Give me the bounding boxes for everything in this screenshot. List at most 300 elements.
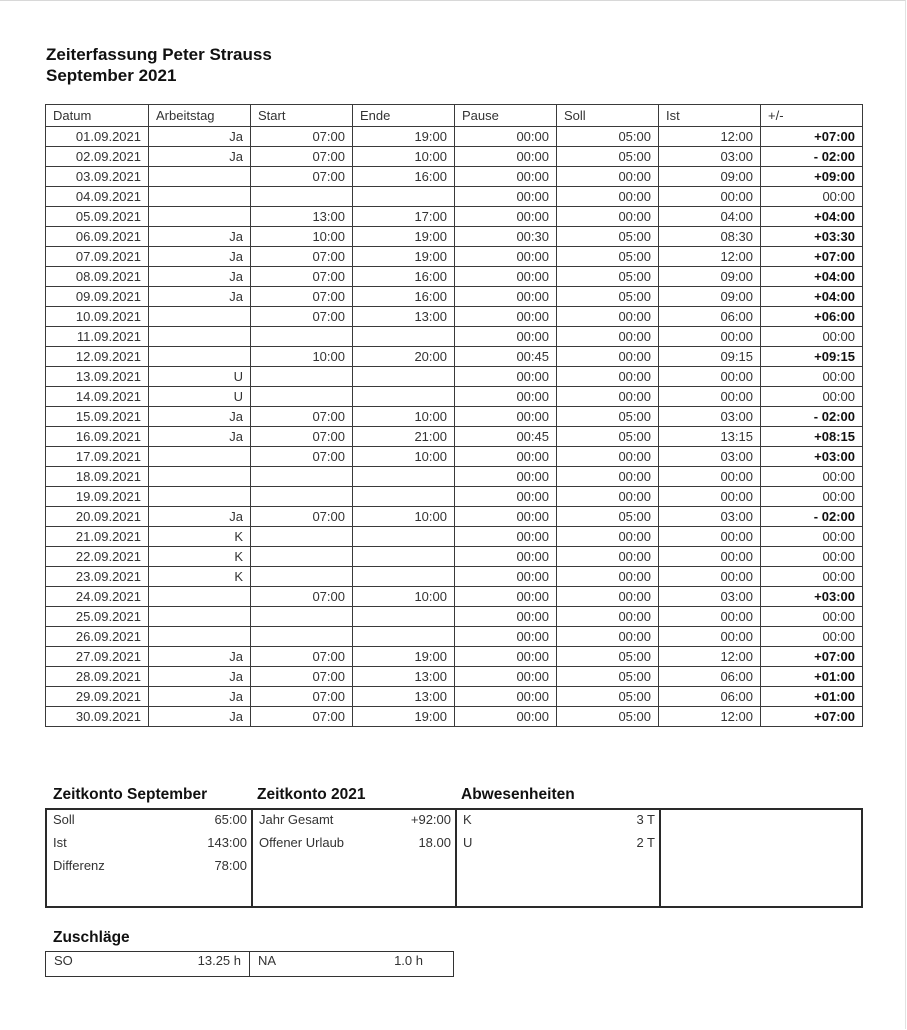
- cell-start: [251, 487, 353, 507]
- table-row: [46, 687, 863, 707]
- cell-diff: +07:00: [761, 647, 863, 667]
- cell-ist: 00:00: [659, 567, 761, 587]
- document-title: [46, 44, 272, 86]
- cell-datum: 02.09.2021: [46, 147, 149, 167]
- summary-label: K: [463, 812, 472, 827]
- cell-arbeitstag: [149, 307, 251, 327]
- cell-arbeitstag: K: [149, 567, 251, 587]
- table-row: [46, 327, 863, 347]
- cell-arbeitstag: Ja: [149, 247, 251, 267]
- cell-ist: 06:00: [659, 307, 761, 327]
- cell-soll: 05:00: [557, 407, 659, 427]
- cell-arbeitstag: Ja: [149, 267, 251, 287]
- cell-arbeitstag: Ja: [149, 667, 251, 687]
- cell-ende: 10:00: [353, 147, 455, 167]
- cell-ist: 09:00: [659, 167, 761, 187]
- cell-start: 07:00: [251, 647, 353, 667]
- cell-arbeitstag: Ja: [149, 707, 251, 727]
- title-period: September 2021: [46, 66, 177, 85]
- cell-ende: 16:00: [353, 267, 455, 287]
- cell-diff: +07:00: [761, 247, 863, 267]
- table-row: [46, 147, 863, 167]
- cell-ist: 12:00: [659, 707, 761, 727]
- zeitkonto-september-cell: [47, 810, 251, 906]
- cell-ist: 00:00: [659, 187, 761, 207]
- cell-datum: 28.09.2021: [46, 667, 149, 687]
- cell-ende: [353, 187, 455, 207]
- cell-diff: +03:00: [761, 587, 863, 607]
- cell-ist: 08:30: [659, 227, 761, 247]
- column-header-soll: Soll: [557, 105, 659, 127]
- cell-ende: [353, 327, 455, 347]
- cell-arbeitstag: U: [149, 387, 251, 407]
- cell-datum: 23.09.2021: [46, 567, 149, 587]
- cell-ist: 03:00: [659, 447, 761, 467]
- cell-pause: 00:45: [455, 347, 557, 367]
- cell-arbeitstag: [149, 327, 251, 347]
- cell-start: 10:00: [251, 227, 353, 247]
- abwesenheiten-heading: Abwesenheiten: [461, 786, 575, 803]
- column-header-start: Start: [251, 105, 353, 127]
- cell-ende: 16:00: [353, 167, 455, 187]
- cell-start: 07:00: [251, 127, 353, 147]
- cell-start: 07:00: [251, 687, 353, 707]
- cell-arbeitstag: [149, 487, 251, 507]
- cell-start: 07:00: [251, 667, 353, 687]
- cell-soll: 00:00: [557, 307, 659, 327]
- zeitkonto-year-heading: Zeitkonto 2021: [257, 786, 366, 803]
- cell-pause: 00:00: [455, 447, 557, 467]
- cell-arbeitstag: K: [149, 547, 251, 567]
- cell-ist: 03:00: [659, 507, 761, 527]
- cell-arbeitstag: Ja: [149, 147, 251, 167]
- cell-ende: [353, 467, 455, 487]
- summary-value: 2 T: [636, 835, 655, 850]
- cell-arbeitstag: Ja: [149, 687, 251, 707]
- table-row: [46, 247, 863, 267]
- cell-diff: +09:00: [761, 167, 863, 187]
- cell-datum: 29.09.2021: [46, 687, 149, 707]
- cell-soll: 00:00: [557, 627, 659, 647]
- cell-soll: 00:00: [557, 347, 659, 367]
- cell-diff: 00:00: [761, 327, 863, 347]
- cell-ende: 10:00: [353, 407, 455, 427]
- cell-diff: 00:00: [761, 367, 863, 387]
- column-header-datum: Datum: [46, 105, 149, 127]
- cell-start: 07:00: [251, 507, 353, 527]
- cell-pause: 00:00: [455, 607, 557, 627]
- table-row: [46, 187, 863, 207]
- cell-ende: 10:00: [353, 447, 455, 467]
- cell-ende: [353, 567, 455, 587]
- cell-ist: 00:00: [659, 467, 761, 487]
- cell-diff: 00:00: [761, 547, 863, 567]
- cell-diff: +04:00: [761, 267, 863, 287]
- cell-ende: 10:00: [353, 587, 455, 607]
- cell-ende: 21:00: [353, 427, 455, 447]
- column-header-ende: Ende: [353, 105, 455, 127]
- cell-datum: 10.09.2021: [46, 307, 149, 327]
- cell-ende: 16:00: [353, 287, 455, 307]
- cell-datum: 08.09.2021: [46, 267, 149, 287]
- table-row: [46, 627, 863, 647]
- column-header-diff: +/-: [761, 105, 863, 127]
- summary-value: 3 T: [636, 812, 655, 827]
- cell-datum: 27.09.2021: [46, 647, 149, 667]
- cell-soll: 05:00: [557, 287, 659, 307]
- cell-arbeitstag: Ja: [149, 287, 251, 307]
- summary-row: [253, 810, 455, 833]
- summary-label: Ist: [53, 835, 67, 850]
- table-row: [46, 127, 863, 147]
- cell-start: [251, 467, 353, 487]
- zuschlag-label: NA: [258, 953, 277, 968]
- cell-soll: 00:00: [557, 327, 659, 347]
- cell-datum: 07.09.2021: [46, 247, 149, 267]
- cell-ende: 19:00: [353, 227, 455, 247]
- summary-value: 78:00: [214, 858, 247, 873]
- cell-pause: 00:45: [455, 427, 557, 447]
- cell-start: 07:00: [251, 427, 353, 447]
- summary-row: [253, 833, 455, 856]
- column-header-ist: Ist: [659, 105, 761, 127]
- cell-start: 10:00: [251, 347, 353, 367]
- zuschlag-value: 13.25 h: [197, 953, 241, 968]
- cell-diff: 00:00: [761, 187, 863, 207]
- cell-datum: 09.09.2021: [46, 287, 149, 307]
- cell-ist: 06:00: [659, 667, 761, 687]
- cell-soll: 05:00: [557, 647, 659, 667]
- cell-arbeitstag: [149, 627, 251, 647]
- cell-pause: 00:00: [455, 387, 557, 407]
- cell-pause: 00:00: [455, 367, 557, 387]
- table-row: [46, 387, 863, 407]
- cell-soll: 05:00: [557, 247, 659, 267]
- cell-datum: 30.09.2021: [46, 707, 149, 727]
- table-row: [46, 307, 863, 327]
- cell-pause: 00:00: [455, 147, 557, 167]
- cell-diff: +01:00: [761, 687, 863, 707]
- cell-ende: 19:00: [353, 127, 455, 147]
- table-header-row: [46, 105, 863, 127]
- cell-datum: 14.09.2021: [46, 387, 149, 407]
- summary-row: [47, 856, 251, 879]
- summary-label: Jahr Gesamt: [259, 812, 334, 827]
- cell-pause: 00:00: [455, 647, 557, 667]
- title-name: Zeiterfassung Peter Strauss: [46, 45, 272, 64]
- cell-datum: 12.09.2021: [46, 347, 149, 367]
- cell-start: 13:00: [251, 207, 353, 227]
- cell-ist: 13:15: [659, 427, 761, 447]
- cell-datum: 24.09.2021: [46, 587, 149, 607]
- cell-pause: 00:00: [455, 487, 557, 507]
- column-header-arbeitstag: Arbeitstag: [149, 105, 251, 127]
- cell-ist: 00:00: [659, 547, 761, 567]
- summary-value: 143:00: [207, 835, 247, 850]
- table-row: [46, 547, 863, 567]
- cell-ist: 00:00: [659, 367, 761, 387]
- table-row: [46, 587, 863, 607]
- cell-start: 07:00: [251, 307, 353, 327]
- cell-ist: 00:00: [659, 527, 761, 547]
- table-row: [46, 227, 863, 247]
- cell-ist: 09:15: [659, 347, 761, 367]
- cell-start: [251, 327, 353, 347]
- summary-label: Differenz: [53, 858, 105, 873]
- cell-diff: 00:00: [761, 467, 863, 487]
- cell-diff: 00:00: [761, 627, 863, 647]
- cell-pause: 00:00: [455, 507, 557, 527]
- cell-ende: 20:00: [353, 347, 455, 367]
- cell-arbeitstag: Ja: [149, 227, 251, 247]
- time-tracking-table: [45, 104, 863, 727]
- cell-ist: 09:00: [659, 287, 761, 307]
- cell-soll: 00:00: [557, 167, 659, 187]
- cell-diff: - 02:00: [761, 147, 863, 167]
- summary-label: U: [463, 835, 473, 850]
- cell-arbeitstag: [149, 187, 251, 207]
- cell-ende: 19:00: [353, 247, 455, 267]
- cell-pause: 00:00: [455, 587, 557, 607]
- cell-datum: 25.09.2021: [46, 607, 149, 627]
- summary-label: Offener Urlaub: [259, 835, 345, 850]
- table-row: [46, 467, 863, 487]
- cell-arbeitstag: K: [149, 527, 251, 547]
- zuschlag-na: [250, 952, 453, 976]
- cell-start: [251, 627, 353, 647]
- zeitkonto-september-heading: Zeitkonto September: [53, 786, 208, 803]
- table-row: [46, 267, 863, 287]
- cell-datum: 03.09.2021: [46, 167, 149, 187]
- cell-soll: 05:00: [557, 127, 659, 147]
- summary-row: [457, 833, 659, 856]
- cell-pause: 00:00: [455, 687, 557, 707]
- cell-datum: 05.09.2021: [46, 207, 149, 227]
- cell-pause: 00:30: [455, 227, 557, 247]
- table-row: [46, 347, 863, 367]
- cell-soll: 00:00: [557, 447, 659, 467]
- cell-start: 07:00: [251, 587, 353, 607]
- cell-diff: +04:00: [761, 207, 863, 227]
- cell-pause: 00:00: [455, 287, 557, 307]
- cell-start: 07:00: [251, 287, 353, 307]
- cell-datum: 17.09.2021: [46, 447, 149, 467]
- abwesenheiten-cell: [455, 810, 659, 906]
- table-row: [46, 367, 863, 387]
- summary-label: Soll: [53, 812, 75, 827]
- cell-diff: 00:00: [761, 387, 863, 407]
- cell-pause: 00:00: [455, 467, 557, 487]
- table-body: [46, 127, 863, 727]
- cell-arbeitstag: Ja: [149, 507, 251, 527]
- cell-datum: 20.09.2021: [46, 507, 149, 527]
- cell-soll: 05:00: [557, 267, 659, 287]
- cell-start: 07:00: [251, 267, 353, 287]
- cell-soll: 00:00: [557, 187, 659, 207]
- cell-ist: 03:00: [659, 147, 761, 167]
- cell-ist: 00:00: [659, 387, 761, 407]
- cell-pause: 00:00: [455, 207, 557, 227]
- cell-ende: 13:00: [353, 667, 455, 687]
- cell-pause: 00:00: [455, 707, 557, 727]
- cell-pause: 00:00: [455, 407, 557, 427]
- cell-ende: 13:00: [353, 687, 455, 707]
- cell-pause: 00:00: [455, 267, 557, 287]
- cell-datum: 16.09.2021: [46, 427, 149, 447]
- cell-start: 07:00: [251, 407, 353, 427]
- table-row: [46, 167, 863, 187]
- cell-arbeitstag: Ja: [149, 127, 251, 147]
- cell-ist: 00:00: [659, 487, 761, 507]
- cell-arbeitstag: [149, 467, 251, 487]
- cell-pause: 00:00: [455, 327, 557, 347]
- cell-ist: 04:00: [659, 207, 761, 227]
- zuschlaege-box: [45, 951, 454, 977]
- cell-diff: +06:00: [761, 307, 863, 327]
- cell-start: [251, 547, 353, 567]
- cell-arbeitstag: [149, 587, 251, 607]
- cell-ist: 03:00: [659, 407, 761, 427]
- summary-box: [45, 808, 863, 908]
- cell-soll: 00:00: [557, 467, 659, 487]
- empty-cell: [659, 810, 861, 906]
- cell-diff: 00:00: [761, 487, 863, 507]
- cell-soll: 05:00: [557, 227, 659, 247]
- cell-soll: 00:00: [557, 607, 659, 627]
- table-row: [46, 607, 863, 627]
- cell-pause: 00:00: [455, 567, 557, 587]
- cell-ende: [353, 387, 455, 407]
- zuschlag-label: SO: [54, 953, 73, 968]
- summary-value: 65:00: [214, 812, 247, 827]
- cell-ende: [353, 487, 455, 507]
- cell-diff: +03:00: [761, 447, 863, 467]
- cell-soll: 00:00: [557, 487, 659, 507]
- cell-ende: 17:00: [353, 207, 455, 227]
- zeitkonto-year-cell: [251, 810, 455, 906]
- summary-value: +92:00: [410, 812, 451, 827]
- cell-diff: +04:00: [761, 287, 863, 307]
- zuschlaege-heading: Zuschläge: [53, 929, 130, 946]
- cell-ist: 03:00: [659, 587, 761, 607]
- cell-ist: 09:00: [659, 267, 761, 287]
- cell-pause: 00:00: [455, 187, 557, 207]
- cell-soll: 00:00: [557, 527, 659, 547]
- cell-start: [251, 367, 353, 387]
- cell-datum: 11.09.2021: [46, 327, 149, 347]
- cell-start: [251, 607, 353, 627]
- cell-diff: - 02:00: [761, 507, 863, 527]
- table-row: [46, 647, 863, 667]
- column-header-pause: Pause: [455, 105, 557, 127]
- cell-ist: 00:00: [659, 327, 761, 347]
- cell-ende: [353, 627, 455, 647]
- cell-diff: - 02:00: [761, 407, 863, 427]
- cell-ende: [353, 547, 455, 567]
- cell-pause: 00:00: [455, 627, 557, 647]
- cell-soll: 00:00: [557, 567, 659, 587]
- cell-diff: +03:30: [761, 227, 863, 247]
- table-row: [46, 667, 863, 687]
- cell-datum: 15.09.2021: [46, 407, 149, 427]
- cell-arbeitstag: [149, 207, 251, 227]
- cell-soll: 05:00: [557, 687, 659, 707]
- cell-arbeitstag: Ja: [149, 427, 251, 447]
- cell-pause: 00:00: [455, 307, 557, 327]
- cell-soll: 00:00: [557, 587, 659, 607]
- cell-diff: +01:00: [761, 667, 863, 687]
- cell-datum: 18.09.2021: [46, 467, 149, 487]
- cell-ist: 00:00: [659, 607, 761, 627]
- cell-arbeitstag: Ja: [149, 647, 251, 667]
- cell-ist: 12:00: [659, 247, 761, 267]
- cell-soll: 05:00: [557, 147, 659, 167]
- cell-ende: 19:00: [353, 707, 455, 727]
- cell-start: [251, 387, 353, 407]
- cell-ende: 19:00: [353, 647, 455, 667]
- cell-start: 07:00: [251, 707, 353, 727]
- cell-diff: 00:00: [761, 527, 863, 547]
- cell-soll: 00:00: [557, 547, 659, 567]
- table-row: [46, 487, 863, 507]
- cell-diff: +08:15: [761, 427, 863, 447]
- cell-ist: 12:00: [659, 127, 761, 147]
- cell-soll: 00:00: [557, 387, 659, 407]
- cell-soll: 05:00: [557, 507, 659, 527]
- table-row: [46, 207, 863, 227]
- cell-ist: 12:00: [659, 647, 761, 667]
- cell-pause: 00:00: [455, 547, 557, 567]
- table-row: [46, 527, 863, 547]
- cell-ende: [353, 367, 455, 387]
- summary-row: [457, 810, 659, 833]
- table-row: [46, 427, 863, 447]
- cell-ende: 10:00: [353, 507, 455, 527]
- cell-start: 07:00: [251, 147, 353, 167]
- cell-start: [251, 187, 353, 207]
- cell-pause: 00:00: [455, 167, 557, 187]
- cell-start: [251, 567, 353, 587]
- cell-arbeitstag: [149, 347, 251, 367]
- cell-ende: [353, 607, 455, 627]
- cell-pause: 00:00: [455, 247, 557, 267]
- table-row: [46, 507, 863, 527]
- summary-row: [47, 810, 251, 833]
- cell-pause: 00:00: [455, 527, 557, 547]
- zuschlag-value: 1.0 h: [394, 953, 423, 968]
- zuschlag-so: [46, 952, 250, 976]
- table-row: [46, 407, 863, 427]
- cell-ist: 06:00: [659, 687, 761, 707]
- cell-arbeitstag: [149, 607, 251, 627]
- cell-start: [251, 527, 353, 547]
- table-row: [46, 447, 863, 467]
- cell-start: 07:00: [251, 167, 353, 187]
- cell-soll: 00:00: [557, 207, 659, 227]
- cell-datum: 04.09.2021: [46, 187, 149, 207]
- cell-diff: 00:00: [761, 607, 863, 627]
- cell-soll: 00:00: [557, 367, 659, 387]
- cell-datum: 26.09.2021: [46, 627, 149, 647]
- cell-datum: 22.09.2021: [46, 547, 149, 567]
- cell-datum: 21.09.2021: [46, 527, 149, 547]
- cell-arbeitstag: [149, 447, 251, 467]
- summary-value: 18.00: [418, 835, 451, 850]
- cell-datum: 01.09.2021: [46, 127, 149, 147]
- cell-arbeitstag: U: [149, 367, 251, 387]
- cell-pause: 00:00: [455, 667, 557, 687]
- cell-diff: 00:00: [761, 567, 863, 587]
